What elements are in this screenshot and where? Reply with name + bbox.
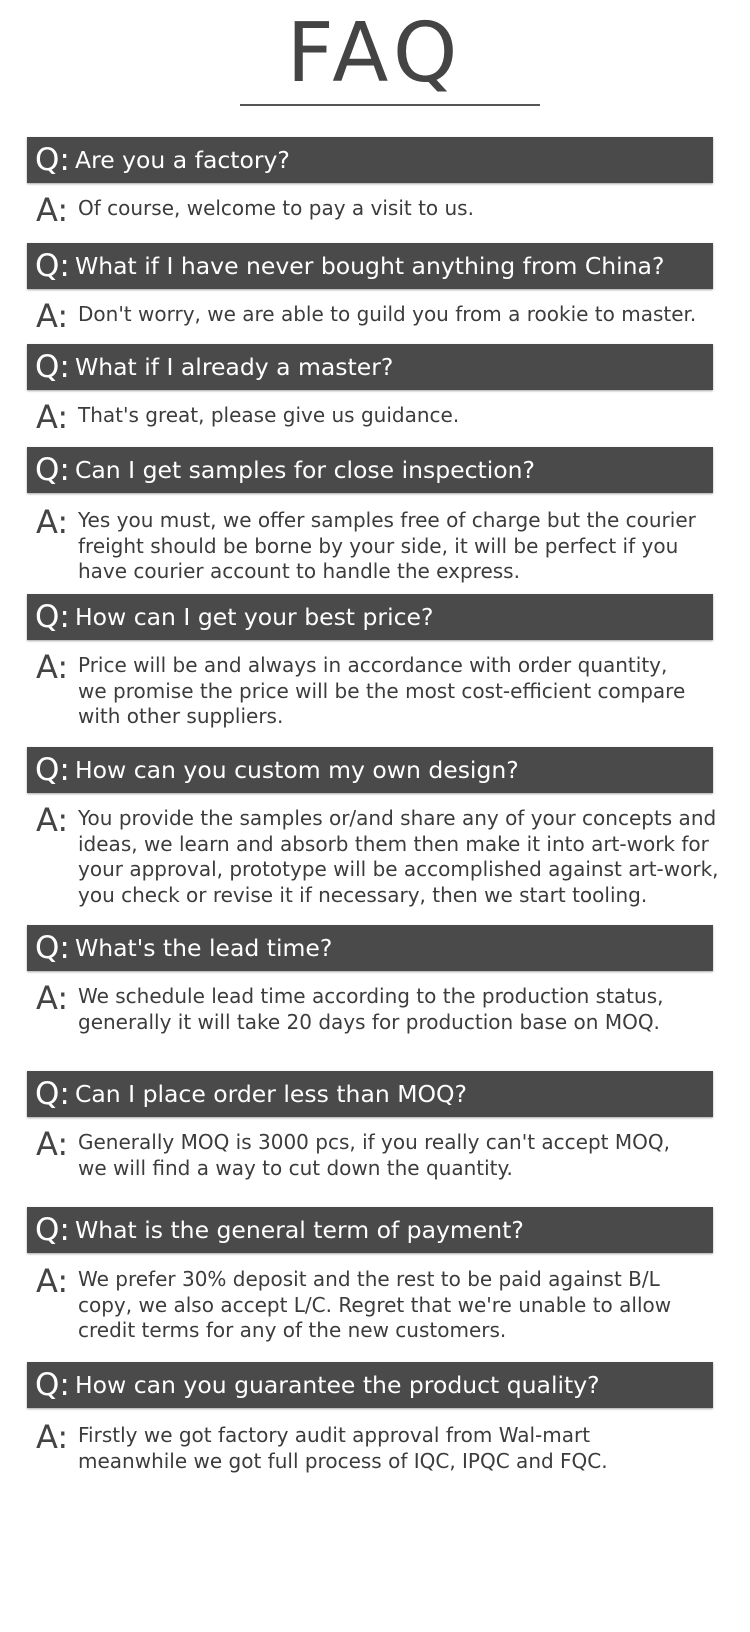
faq-answer-line: your approval, prototype will be accomplished against art-work, — [78, 857, 719, 881]
faq-question-bar — [27, 243, 713, 289]
faq-answer-line: Price will be and always in accordance with order quantity, — [78, 653, 668, 677]
faq-question-text: How can you guarantee the product quality? — [75, 1371, 600, 1399]
question-mark-label: Q: — [35, 248, 70, 284]
question-mark-label: Q: — [35, 599, 70, 635]
question-mark-label: Q: — [35, 349, 70, 385]
answer-mark-label: A: — [36, 979, 69, 1017]
answer-mark-label: A: — [36, 801, 69, 839]
faq-question-bar — [27, 1362, 713, 1408]
faq-answer-line: freight should be borne by your side, it will be perfect if you — [78, 533, 679, 558]
faq-question-text: What is the general term of payment? — [75, 1216, 524, 1244]
faq-question-bar — [27, 447, 713, 493]
question-mark-label: Q: — [35, 752, 70, 788]
question-mark-label: Q: — [35, 1076, 70, 1112]
faq-answer-line: copy, we also accept L/C. Regret that we're unable to allow — [78, 1292, 672, 1317]
faq-question-text: Can I get samples for close inspection? — [75, 456, 536, 484]
faq-answer-line: we will find a way to cut down the quantity. — [78, 1155, 513, 1180]
faq-answer-line: meanwhile we got full process of IQC, IPQC and FQC. — [78, 1448, 608, 1473]
faq-answer-line: have courier account to handle the express. — [78, 559, 520, 583]
faq-question-bar — [27, 594, 713, 640]
answer-mark-label: A: — [36, 503, 69, 541]
faq-answer-line: You provide the samples or/and share any of your concepts and — [78, 806, 717, 830]
faq-answer-line: with other suppliers. — [78, 704, 284, 728]
faq-answer-line: We prefer 30% deposit and the rest to be paid against B/L — [78, 1267, 660, 1291]
answer-mark-label: A: — [36, 297, 69, 335]
question-mark-label: Q: — [35, 452, 70, 488]
faq-question-text: Can I place order less than MOQ? — [75, 1080, 467, 1108]
faq-question-text: What if I already a master? — [75, 353, 394, 381]
answer-mark-label: A: — [36, 191, 69, 229]
faq-answer-line: credit terms for any of the new customers. — [78, 1318, 507, 1342]
faq-answer-line: Of course, welcome to pay a visit to us. — [78, 196, 474, 220]
question-mark-label: Q: — [35, 1212, 70, 1248]
answer-mark-label: A: — [36, 1418, 69, 1456]
faq-answer-line: We schedule lead time according to the production status, — [78, 984, 664, 1008]
faq-answer-line: Firstly we got factory audit approval from Wal-mart — [78, 1423, 591, 1447]
page-title: FAQ — [286, 6, 464, 101]
faq-question-text: What if I have never bought anything from China? — [75, 252, 665, 280]
faq-answer-line: you check or revise it if necessary, then we start tooling. — [78, 882, 648, 907]
answer-mark-label: A: — [36, 398, 69, 436]
answer-mark-label: A: — [36, 1262, 69, 1300]
faq-question-bar — [27, 747, 713, 793]
answer-mark-label: A: — [36, 648, 69, 686]
faq-answer-line: we promise the price will be the most cost-efficient compare — [78, 678, 686, 703]
faq-question-text: How can you custom my own design? — [75, 756, 519, 784]
faq-answer-line: Yes you must, we offer samples free of charge but the courier — [78, 508, 696, 532]
faq-question-text: Are you a factory? — [75, 146, 290, 174]
faq-answer-line: That's great, please give us guidance. — [78, 403, 460, 427]
faq-question-bar — [27, 925, 713, 971]
faq-question-bar — [27, 137, 713, 183]
faq-question-text: How can I get your best price? — [75, 603, 434, 631]
faq-question-bar — [27, 344, 713, 390]
title-underline — [240, 104, 540, 106]
faq-answer-line: Don't worry, we are able to guild you from a rookie to master. — [78, 302, 697, 326]
question-mark-label: Q: — [35, 1367, 70, 1403]
question-mark-label: Q: — [35, 142, 70, 178]
faq-question-bar — [27, 1207, 713, 1253]
answer-mark-label: A: — [36, 1125, 69, 1163]
faq-question-text: What's the lead time? — [75, 934, 333, 962]
faq-answer-line: ideas, we learn and absorb them then make it into art-work for — [78, 831, 709, 856]
faq-question-bar — [27, 1071, 713, 1117]
faq-answer-line: generally it will take 20 days for production base on MOQ. — [78, 1009, 660, 1034]
faq-answer-line: Generally MOQ is 3000 pcs, if you really can't accept MOQ, — [78, 1130, 670, 1154]
question-mark-label: Q: — [35, 930, 70, 966]
